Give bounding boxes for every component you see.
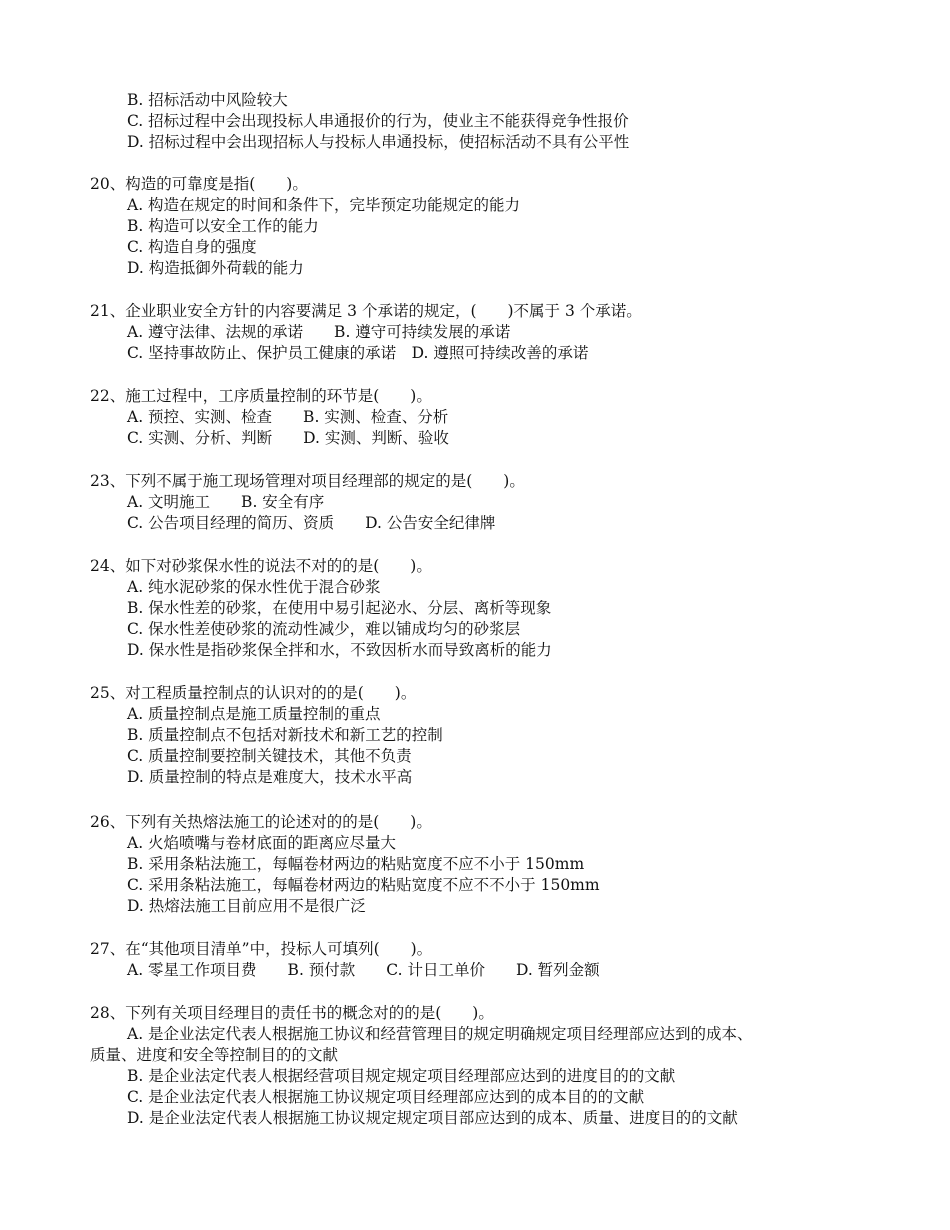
option-line: A. 预控、实测、检查 B. 实测、检查、分析 (127, 408, 449, 426)
option-c: C. 构造自身的强度 (127, 238, 257, 256)
option-b: B. 构造可以安全工作的能力 (127, 217, 319, 235)
option-d: D. 热熔法施工目前应用不是很广泛 (127, 897, 366, 915)
option-line: A. 文明施工 B. 安全有序 (127, 493, 325, 511)
option-line: A. 遵守法律、法规的承诺 B. 遵守可持续发展的承诺 (127, 323, 511, 341)
question-22-stem: 22、施工过程中，工序质量控制的环节是( )。 (90, 387, 432, 405)
question-24-stem: 24、如下对砂浆保水性的说法不对的的是( )。 (90, 557, 432, 575)
option-d: D. 是企业法定代表人根据施工协议规定规定项目部应达到的成本、质量、进度目的的文献 (127, 1109, 738, 1127)
option-line: C. 实测、分析、判断 D. 实测、判断、验收 (127, 429, 449, 447)
option-b: B. 质量控制点不包括对新技术和新工艺的控制 (127, 726, 443, 744)
question-26-stem: 26、下列有关热熔法施工的论述对的的是( )。 (90, 813, 432, 831)
question-23-stem: 23、下列不属于施工现场管理对项目经理部的规定的是( )。 (90, 472, 525, 490)
question-27-stem: 27、在“其他项目清单”中，投标人可填列( )。 (90, 940, 433, 958)
question-21-stem: 21、企业职业安全方针的内容要满足 3 个承诺的规定，( )不属于 3 个承诺。 (90, 302, 642, 320)
option-d: D. 构造抵御外荷载的能力 (127, 259, 304, 277)
option-c: C. 是企业法定代表人根据施工协议规定项目经理部应达到的成本目的的文献 (127, 1088, 645, 1106)
option-a: A. 构造在规定的时间和条件下，完毕预定功能规定的能力 (127, 196, 521, 214)
option-c: C. 质量控制要控制关键技术，其他不负责 (127, 747, 412, 765)
option-a: A. 质量控制点是施工质量控制的重点 (127, 705, 381, 723)
option-d: D. 保水性是指砂浆保全拌和水，不致因析水而导致离析的能力 (127, 641, 552, 659)
option-line: A. 零星工作项目费 B. 预付款 C. 计日工单价 D. 暂列金额 (127, 961, 600, 979)
question-20-stem: 20、构造的可靠度是指( )。 (90, 175, 308, 193)
option-line: C. 坚持事故防止、保护员工健康的承诺 D. 遵照可持续改善的承诺 (127, 344, 589, 362)
option-d: D. 质量控制的特点是难度大，技术水平高 (127, 768, 413, 786)
option-d: D. 招标过程中会出现招标人与投标人串通投标，使招标活动不具有公平性 (127, 133, 630, 151)
option-c: C. 采用条粘法施工，每幅卷材两边的粘贴宽度不应不不小于 150mm (127, 876, 600, 894)
option-b: B. 是企业法定代表人根据经营项目规定规定项目经理部应达到的进度目的的文献 (127, 1067, 676, 1085)
option-line: C. 公告项目经理的简历、资质 D. 公告安全纪律牌 (127, 514, 496, 532)
option-a: A. 火焰喷嘴与卷材底面的距离应尽量大 (127, 834, 397, 852)
option-b: B. 保水性差的砂浆，在使用中易引起泌水、分层、离析等现象 (127, 599, 552, 617)
option-a: A. 是企业法定代表人根据施工协议和经营管理目的规定明确规定项目经理部应达到的成本、 (127, 1025, 753, 1043)
option-a-continuation: 质量、进度和安全等控制目的的文献 (90, 1046, 339, 1064)
option-a: A. 纯水泥砂浆的保水性优于混合砂浆 (127, 578, 381, 596)
option-c: C. 保水性差使砂浆的流动性减少，难以铺成均匀的砂浆层 (127, 620, 521, 638)
question-25-stem: 25、对工程质量控制点的认识对的的是( )。 (90, 684, 417, 702)
question-28-stem: 28、下列有关项目经理目的责任书的概念对的的是( )。 (90, 1004, 494, 1022)
option-b: B. 招标活动中风险较大 (127, 91, 288, 109)
option-b: B. 采用条粘法施工，每幅卷材两边的粘贴宽度不应不小于 150mm (127, 855, 585, 873)
option-c: C. 招标过程中会出现投标人串通报价的行为，使业主不能获得竞争性报价 (127, 112, 629, 130)
